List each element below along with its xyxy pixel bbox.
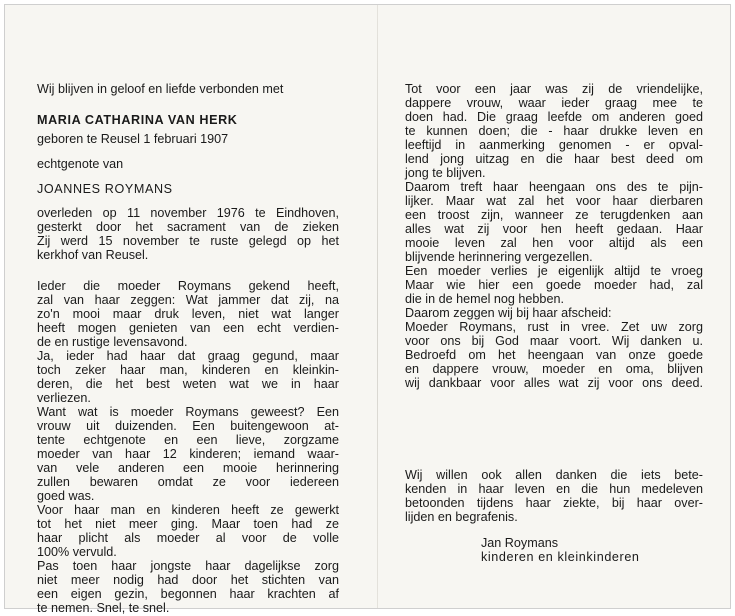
thanks-line: lijden en begrafenis. (405, 510, 518, 524)
body-line: leeftijd in aanmerking genomen - er opval- (405, 138, 703, 152)
body-line: Maar wie hier een goede moeder had, zal (405, 278, 703, 292)
body-line: lend jong uitzag en die haar best deed om (405, 152, 703, 166)
body-line: die in de hemel nog hebben. (405, 292, 564, 306)
body-line: niet meer nodig had door het stichten van (37, 573, 339, 587)
body-line: Daarom treft haar heengaan ons des te pijn- (405, 180, 703, 194)
spouse-name: JOANNES ROYMANS (37, 182, 173, 196)
body-line: verliezen. (37, 391, 91, 405)
thanks-line: betoonden tijdens haar ziekte, bij haar over- (405, 496, 703, 510)
body-line: moeder van haar 12 kinderen; iemand waar- (37, 447, 339, 461)
body-line: een eigen gezin, begonnen haar krachten af (37, 587, 339, 601)
body-line: deren, die het best weten wat we in haar (37, 377, 339, 391)
body-line: Een moeder verlies je eigenlijk altijd te vroeg (405, 264, 703, 278)
signature-family: kinderen en kleinkinderen (481, 550, 640, 564)
body-line: doen had. Die graag leefde om anderen goed (405, 110, 703, 124)
body-line: alles wat zij voor hen heeft gedaan. Haar (405, 222, 703, 236)
spouse-label: echtgenote van (37, 157, 124, 171)
thanks-line: kenden in haar leven en die hun medeleven (405, 482, 703, 496)
body-line: blijvende herinnering vergezellen. (405, 250, 593, 264)
death-line: overleden op 11 november 1976 te Eindhoven, (37, 206, 339, 220)
birth-line: geboren te Reusel 1 februari 1907 (37, 132, 229, 146)
body-line: goed was. (37, 489, 95, 503)
body-line: tente echtgenote en een lieve, zorgzame (37, 433, 339, 447)
body-line: Pas toen haar jongste haar dagelijkse zorg (37, 559, 339, 573)
body-line: te kunnen doen; die - haar drukke leven en (405, 124, 703, 138)
body-line: dappere vrouw, waar ieder graag mee te (405, 96, 703, 110)
deceased-name: MARIA CATHARINA VAN HERK (37, 113, 238, 127)
body-line: Daarom zeggen wij bij haar afscheid: (405, 306, 612, 320)
card-fold (377, 5, 378, 608)
body-line: Want wat is moeder Roymans geweest? Een (37, 405, 339, 419)
body-line: een troost zijn, wanneer ze terugdenken aan (405, 208, 703, 222)
body-line: toch zeker haar man, kinderen en kleinkin- (37, 363, 339, 377)
body-line: Ja, ieder had haar dat graag gegund, maar (37, 349, 339, 363)
body-line: heeft mogen genieten van een echt verdien- (37, 321, 339, 335)
body-line: Voor haar man en kinderen heeft ze gewerkt (37, 503, 339, 517)
body-line: vrouw uit duizenden. Een buitengewoon at- (37, 419, 339, 433)
signature-name: Jan Roymans (481, 536, 558, 550)
body-line: haar plicht als moeder al voor de volle (37, 531, 339, 545)
memorial-card (4, 4, 731, 615)
death-line: kerkhof van Reusel. (37, 248, 149, 262)
death-line: gesterkt door het sacrament van de zieken (37, 220, 339, 234)
body-line: zal van haar zeggen: Wat jammer dat zij, na (37, 293, 339, 307)
death-line: Zij werd 15 november te ruste gelegd op het (37, 234, 339, 248)
body-line: Bedroefd om het heengaan van onze goede (405, 348, 703, 362)
body-line: Moeder Roymans, rust in vree. Zet uw zorg (405, 320, 703, 334)
body-line: zo'n mooi maar druk leven, niet wat langer (37, 307, 339, 321)
body-line: en dappere vrouw, moeder en oma, blijven (405, 362, 703, 376)
body-line: Tot voor een jaar was zij de vriendelijke, (405, 82, 703, 96)
intro-text: Wij blijven in geloof en liefde verbonden met (37, 82, 284, 96)
body-line: lijker. Maar wat zal het voor haar dierbaren (405, 194, 703, 208)
body-line: de en rustige levensavond. (37, 335, 188, 349)
body-line: mooie leven zal hen voor altijd als een (405, 236, 703, 250)
thanks-line: Wij willen ook allen danken die iets bete- (405, 468, 703, 482)
body-line: wij dankbaar voor alles wat zij voor ons deed. (405, 376, 703, 390)
body-line: 100% vervuld. (37, 545, 117, 559)
body-line: jong te blijven. (405, 166, 486, 180)
body-line: van vele anderen een mooie herinnering (37, 461, 339, 475)
body-line: zullen bewaren omdat ze voor iedereen (37, 475, 339, 489)
body-line: voor ons bij God maar voort. Wij danken u. (405, 334, 703, 348)
body-line: Ieder die moeder Roymans gekend heeft, (37, 279, 339, 293)
body-line: te nemen. Snel, te snel. (37, 601, 170, 615)
body-line: tot het niet meer ging. Maar toen had ze (37, 517, 339, 531)
